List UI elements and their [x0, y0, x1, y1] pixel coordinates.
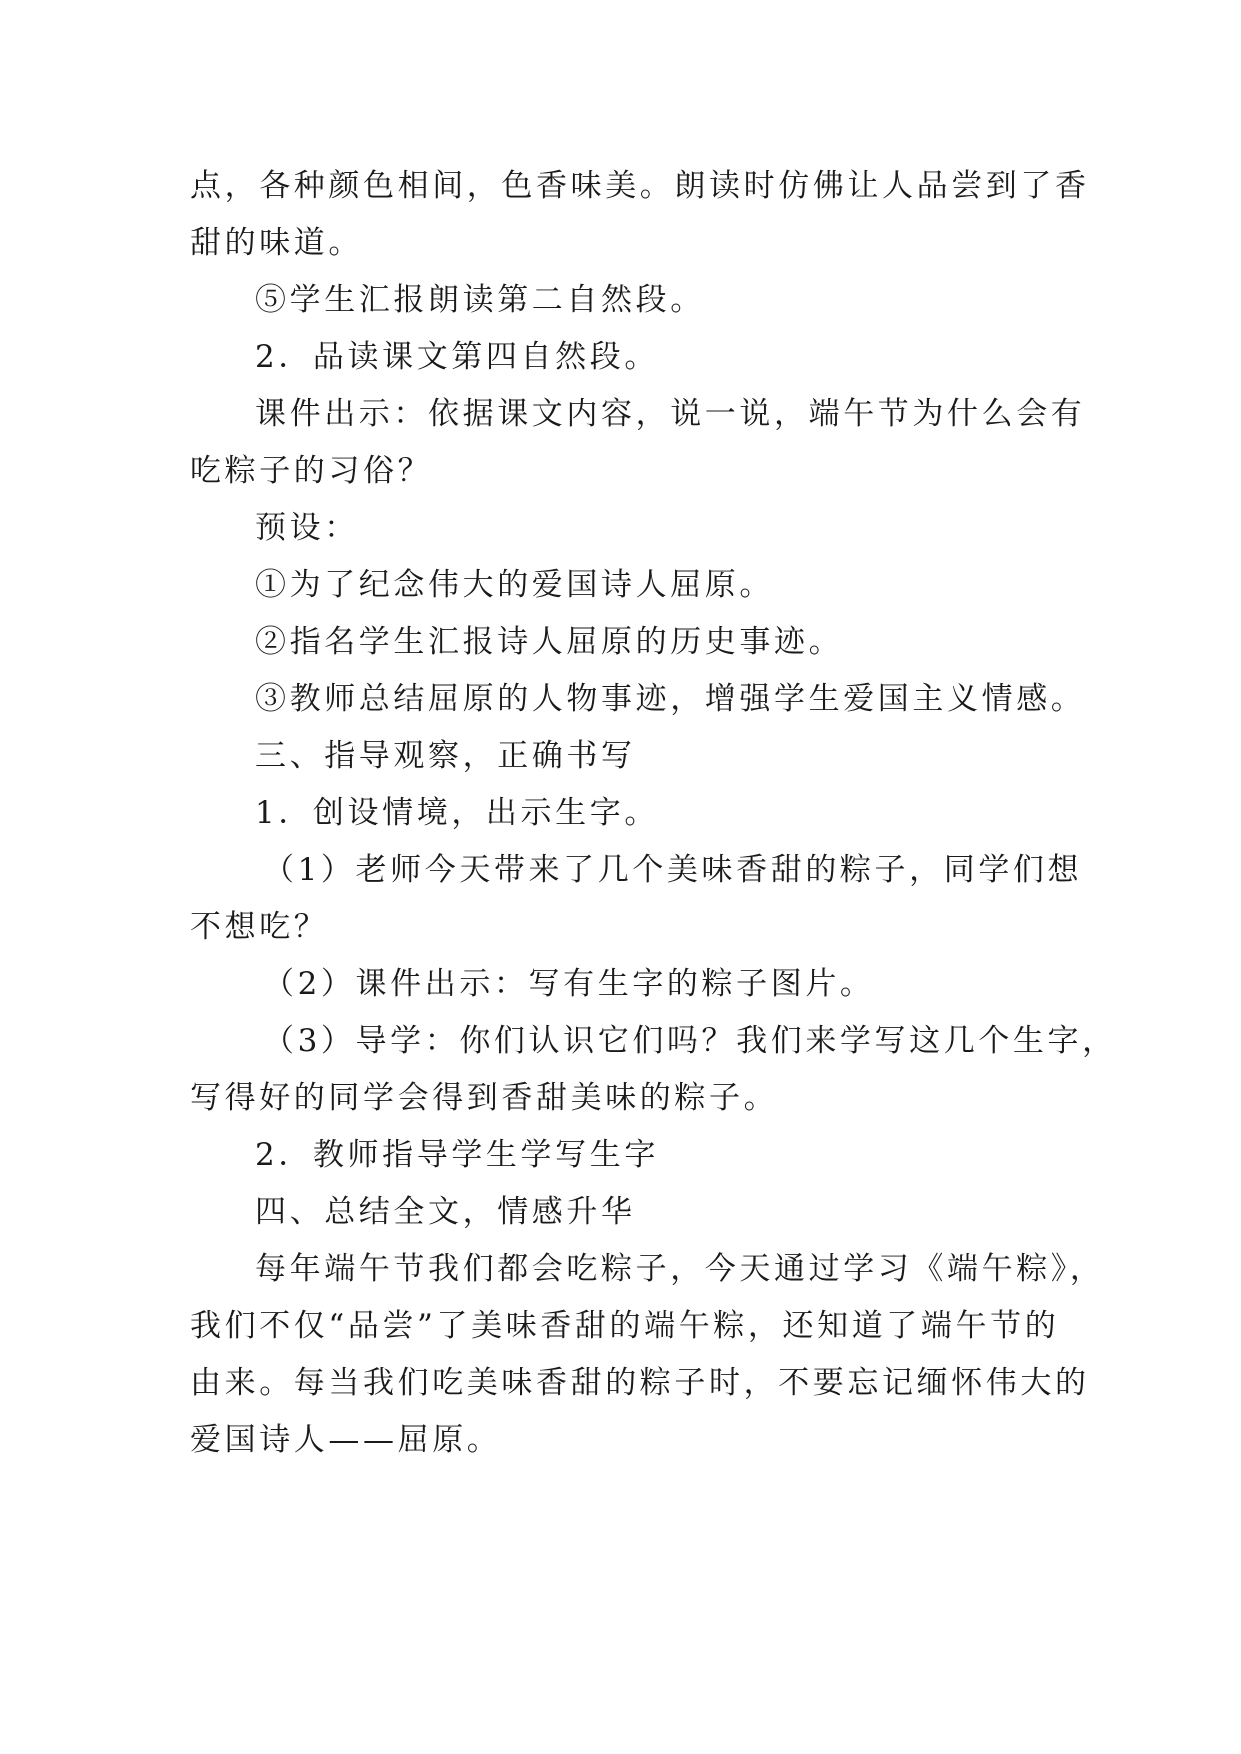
text-line: 甜的味道。 — [190, 225, 363, 261]
text-line: 吃粽子的习俗？ — [190, 453, 433, 489]
text-line: 我们不仅“品尝”了美味香甜的端午粽，还知道了端午节的 — [190, 1308, 1060, 1344]
text-line: 预设： — [255, 510, 359, 546]
text-line: ③教师总结屈原的人物事迹，增强学生爱国主义情感。 — [255, 681, 1086, 717]
text-line: （3）导学：你们认识它们吗？我们来学写这几个生字， — [263, 1023, 1117, 1059]
text-line: 由来。每当我们吃美味香甜的粽子时，不要忘记缅怀伟大的 — [190, 1365, 1090, 1401]
text-line: ⑤学生汇报朗读第二自然段。 — [255, 282, 705, 318]
text-line: 爱国诗人——屈原。 — [190, 1422, 502, 1458]
text-line: ②指名学生汇报诗人屈原的历史事迹。 — [255, 624, 844, 660]
section-heading: 四、总结全文，情感升华 — [255, 1194, 636, 1230]
section-item-heading: 2．教师指导学生学写生字 — [255, 1137, 659, 1173]
text-line: 写得好的同学会得到香甜美味的粽子。 — [190, 1080, 779, 1116]
text-line: （2）课件出示：写有生字的粽子图片。 — [263, 966, 875, 1002]
text-line: ①为了纪念伟大的爱国诗人屈原。 — [255, 567, 774, 603]
text-line: 课件出示：依据课文内容，说一说，端午节为什么会有 — [255, 396, 1086, 432]
text-line: 每年端午节我们都会吃粽子，今天通过学习《端午粽》， — [255, 1251, 1105, 1287]
section-item-heading: 1．创设情境，出示生字。 — [255, 795, 659, 831]
text-line: （1）老师今天带来了几个美味香甜的粽子，同学们想 — [263, 852, 1083, 888]
text-line: 不想吃？ — [190, 909, 329, 945]
section-heading: 三、指导观察，正确书写 — [255, 738, 636, 774]
text-line: 点，各种颜色相间，色香味美。朗读时仿佛让人品尝到了香 — [190, 168, 1090, 204]
section-item-heading: 2．品读课文第四自然段。 — [255, 339, 659, 375]
